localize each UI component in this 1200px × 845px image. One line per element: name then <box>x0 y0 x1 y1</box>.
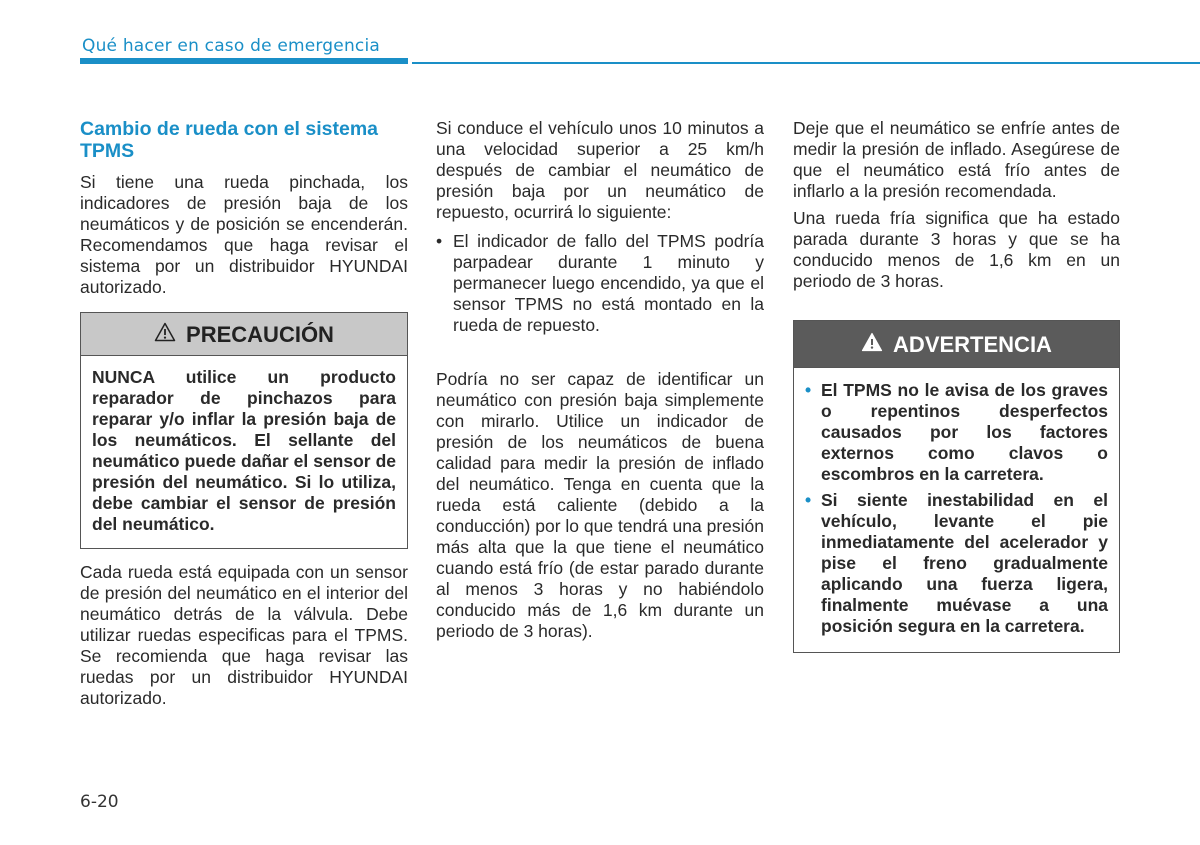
page-header <box>80 30 1200 70</box>
caution-header <box>81 313 407 356</box>
section-title: Cambio de rueda con el sistema TPMS <box>80 118 379 162</box>
paragraph-2: Podría no ser capaz de identificar un neumático con presión baja simplemente con mirarlo. Utilice un indicador de presión de los neumáticos de buena calidad para medir la presión de inflado del neumático. Tenga en cuenta que la rueda está caliente (debido a la conducción) por lo que tendrá una presión más alta que la que tiene el neumático cuando está frío (de estar parado durante al menos 3 horas y no habiéndolo conducido más de 1,6 km durante un periodo de 3 horas). <box>436 369 764 641</box>
list-item <box>805 380 1108 485</box>
warning-label: ADVERTENCIA <box>893 331 1052 357</box>
warning-header <box>794 321 1119 368</box>
closing-paragraph: Cada rueda está equipada con un sensor de presión del neumático en el interior del neumático detrás de la válvula. Debe utilizar ruedas especificas para el TPMS. Se recomienda que haga revisar las ruedas por un distribuidor HYUNDAI autorizado. <box>80 562 408 708</box>
bullet-list <box>436 231 764 336</box>
intro-paragraph: Si tiene una rueda pinchada, los indicadores de presión baja de los neumáticos y de posición se encenderán. Recomendamos que haga revisar el sistema por un distribuidor HYUNDAI autorizado. <box>80 172 408 297</box>
caution-box <box>80 312 408 549</box>
paragraph-1: Deje que el neumático se enfríe antes de medir la presión de inflado. Asegúrese de que el neumático está frío antes de inflarlo a la presión recomendada. <box>793 118 1120 201</box>
header-rule-thick <box>80 58 408 64</box>
column-middle <box>436 118 764 642</box>
chapter-title: Qué hacer en caso de emergencia <box>82 36 381 56</box>
bullet-symbol: • <box>805 490 812 510</box>
page-number: 6-20 <box>80 792 119 812</box>
warning-box <box>793 320 1120 653</box>
warning-triangle-outline-icon <box>154 322 176 347</box>
list-item <box>805 490 1108 637</box>
paragraph-1: Si conduce el vehículo unos 10 minutos a una velocidad superior a 25 km/h después de cambiar el neumático de presión baja por un neumático de repuesto, ocurrirá lo siguiente: <box>436 118 764 222</box>
column-right <box>793 118 1120 653</box>
bullet-symbol: • <box>436 231 443 251</box>
column-left <box>80 118 408 709</box>
paragraph-2: Una rueda fría significa que ha estado parada durante 3 horas y que se ha conducido menos de 1,6 km en un periodo de 3 horas. <box>793 208 1120 291</box>
header-rule-thin <box>412 62 1200 64</box>
list-item-text: Si siente inestabilidad en el vehículo, levante el pie inmediatamente del acelerador y pise el freno gradualmente aplicando una fuerza ligera, finalmente muévase a una posición segura en la carretera. <box>821 490 1108 636</box>
caution-text: NUNCA utilice un producto reparador de pinchazos para reparar y/o inflar la presión baja de los neumáticos. El sellante del neumático puede dañar el sensor de presión del neumático. Si lo utiliza, debe cambiar el sensor de presión del neumático. <box>92 367 396 534</box>
list-item-text: El indicador de fallo del TPMS podría parpadear durante 1 minuto y permanecer luego encendido, ya que el sensor TPMS no está montado en la rueda de repuesto. <box>453 231 764 335</box>
list-item <box>436 231 764 336</box>
list-item-text: El TPMS no le avisa de los graves o repentinos desperfectos causados por los factores externos como clavos o escombros en la carretera. <box>821 380 1108 484</box>
warning-triangle-filled-icon <box>861 332 883 357</box>
bullet-symbol: • <box>805 380 812 400</box>
caution-label: PRECAUCIÓN <box>186 321 334 347</box>
warning-body <box>794 368 1119 652</box>
